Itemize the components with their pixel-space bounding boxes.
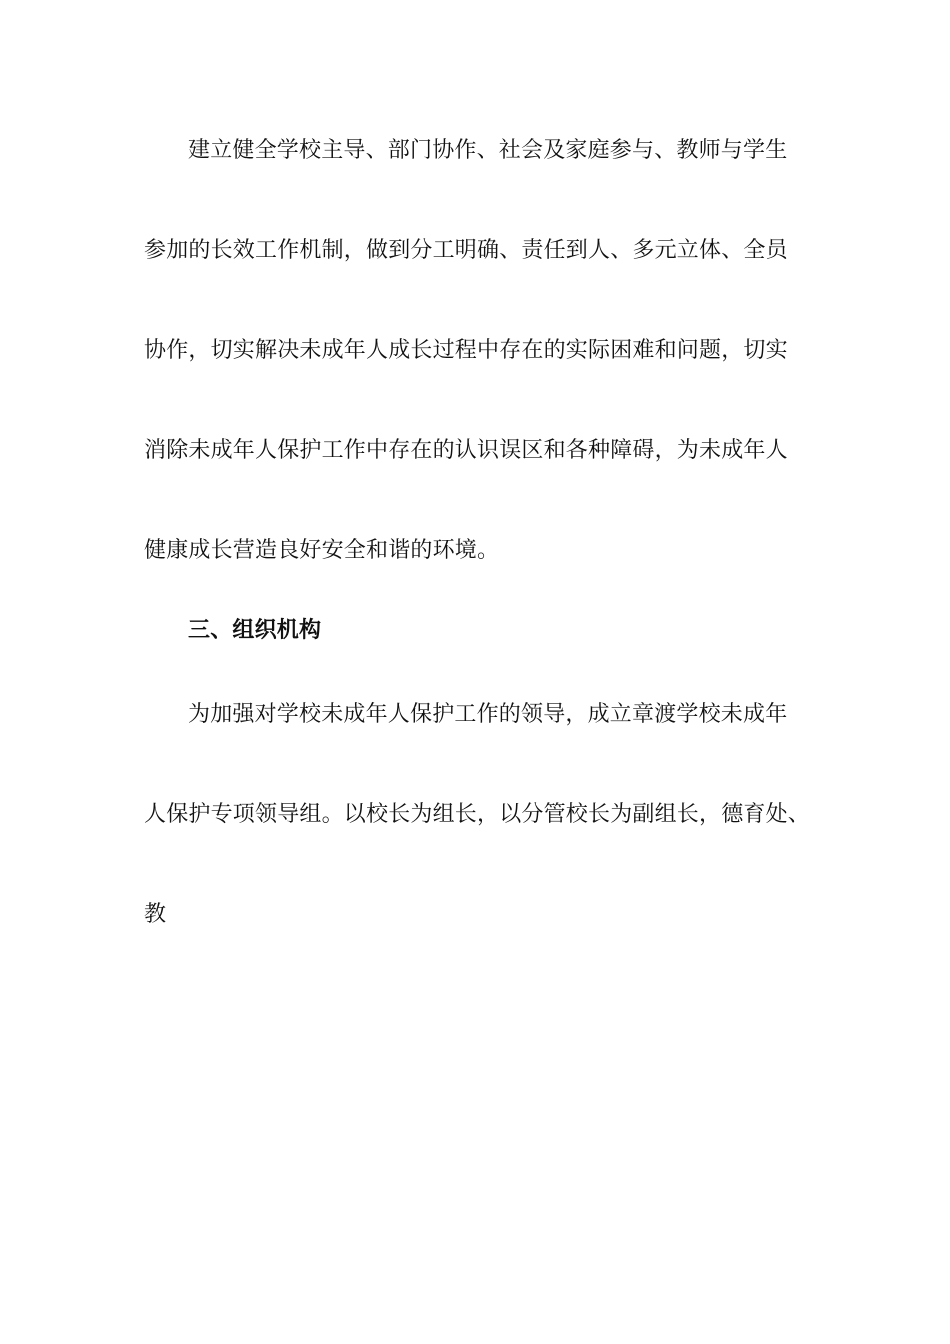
- paragraph-1-line-3: 协作，切实解决未成年人成长过程中存在的实际困难和问题，切实: [144, 338, 788, 363]
- paragraph-2-line-2: 人保护专项领导组。以校长为组长，以分管校长为副组长，德育处、: [144, 802, 811, 827]
- paragraph-2-line-1: 为加强对学校未成年人保护工作的领导，成立章渡学校未成年: [188, 702, 788, 727]
- section-heading: 三、组织机构: [188, 618, 322, 643]
- paragraph-1-line-4: 消除未成年人保护工作中存在的认识误区和各种障碍，为未成年人: [144, 438, 788, 463]
- paragraph-1-line-1: 建立健全学校主导、部门协作、社会及家庭参与、教师与学生: [188, 138, 788, 163]
- paragraph-1-line-2: 参加的长效工作机制，做到分工明确、责任到人、多元立体、全员: [144, 238, 788, 263]
- paragraph-1-line-5: 健康成长营造良好安全和谐的环境。: [144, 538, 500, 563]
- paragraph-2-line-3: 教: [144, 902, 167, 927]
